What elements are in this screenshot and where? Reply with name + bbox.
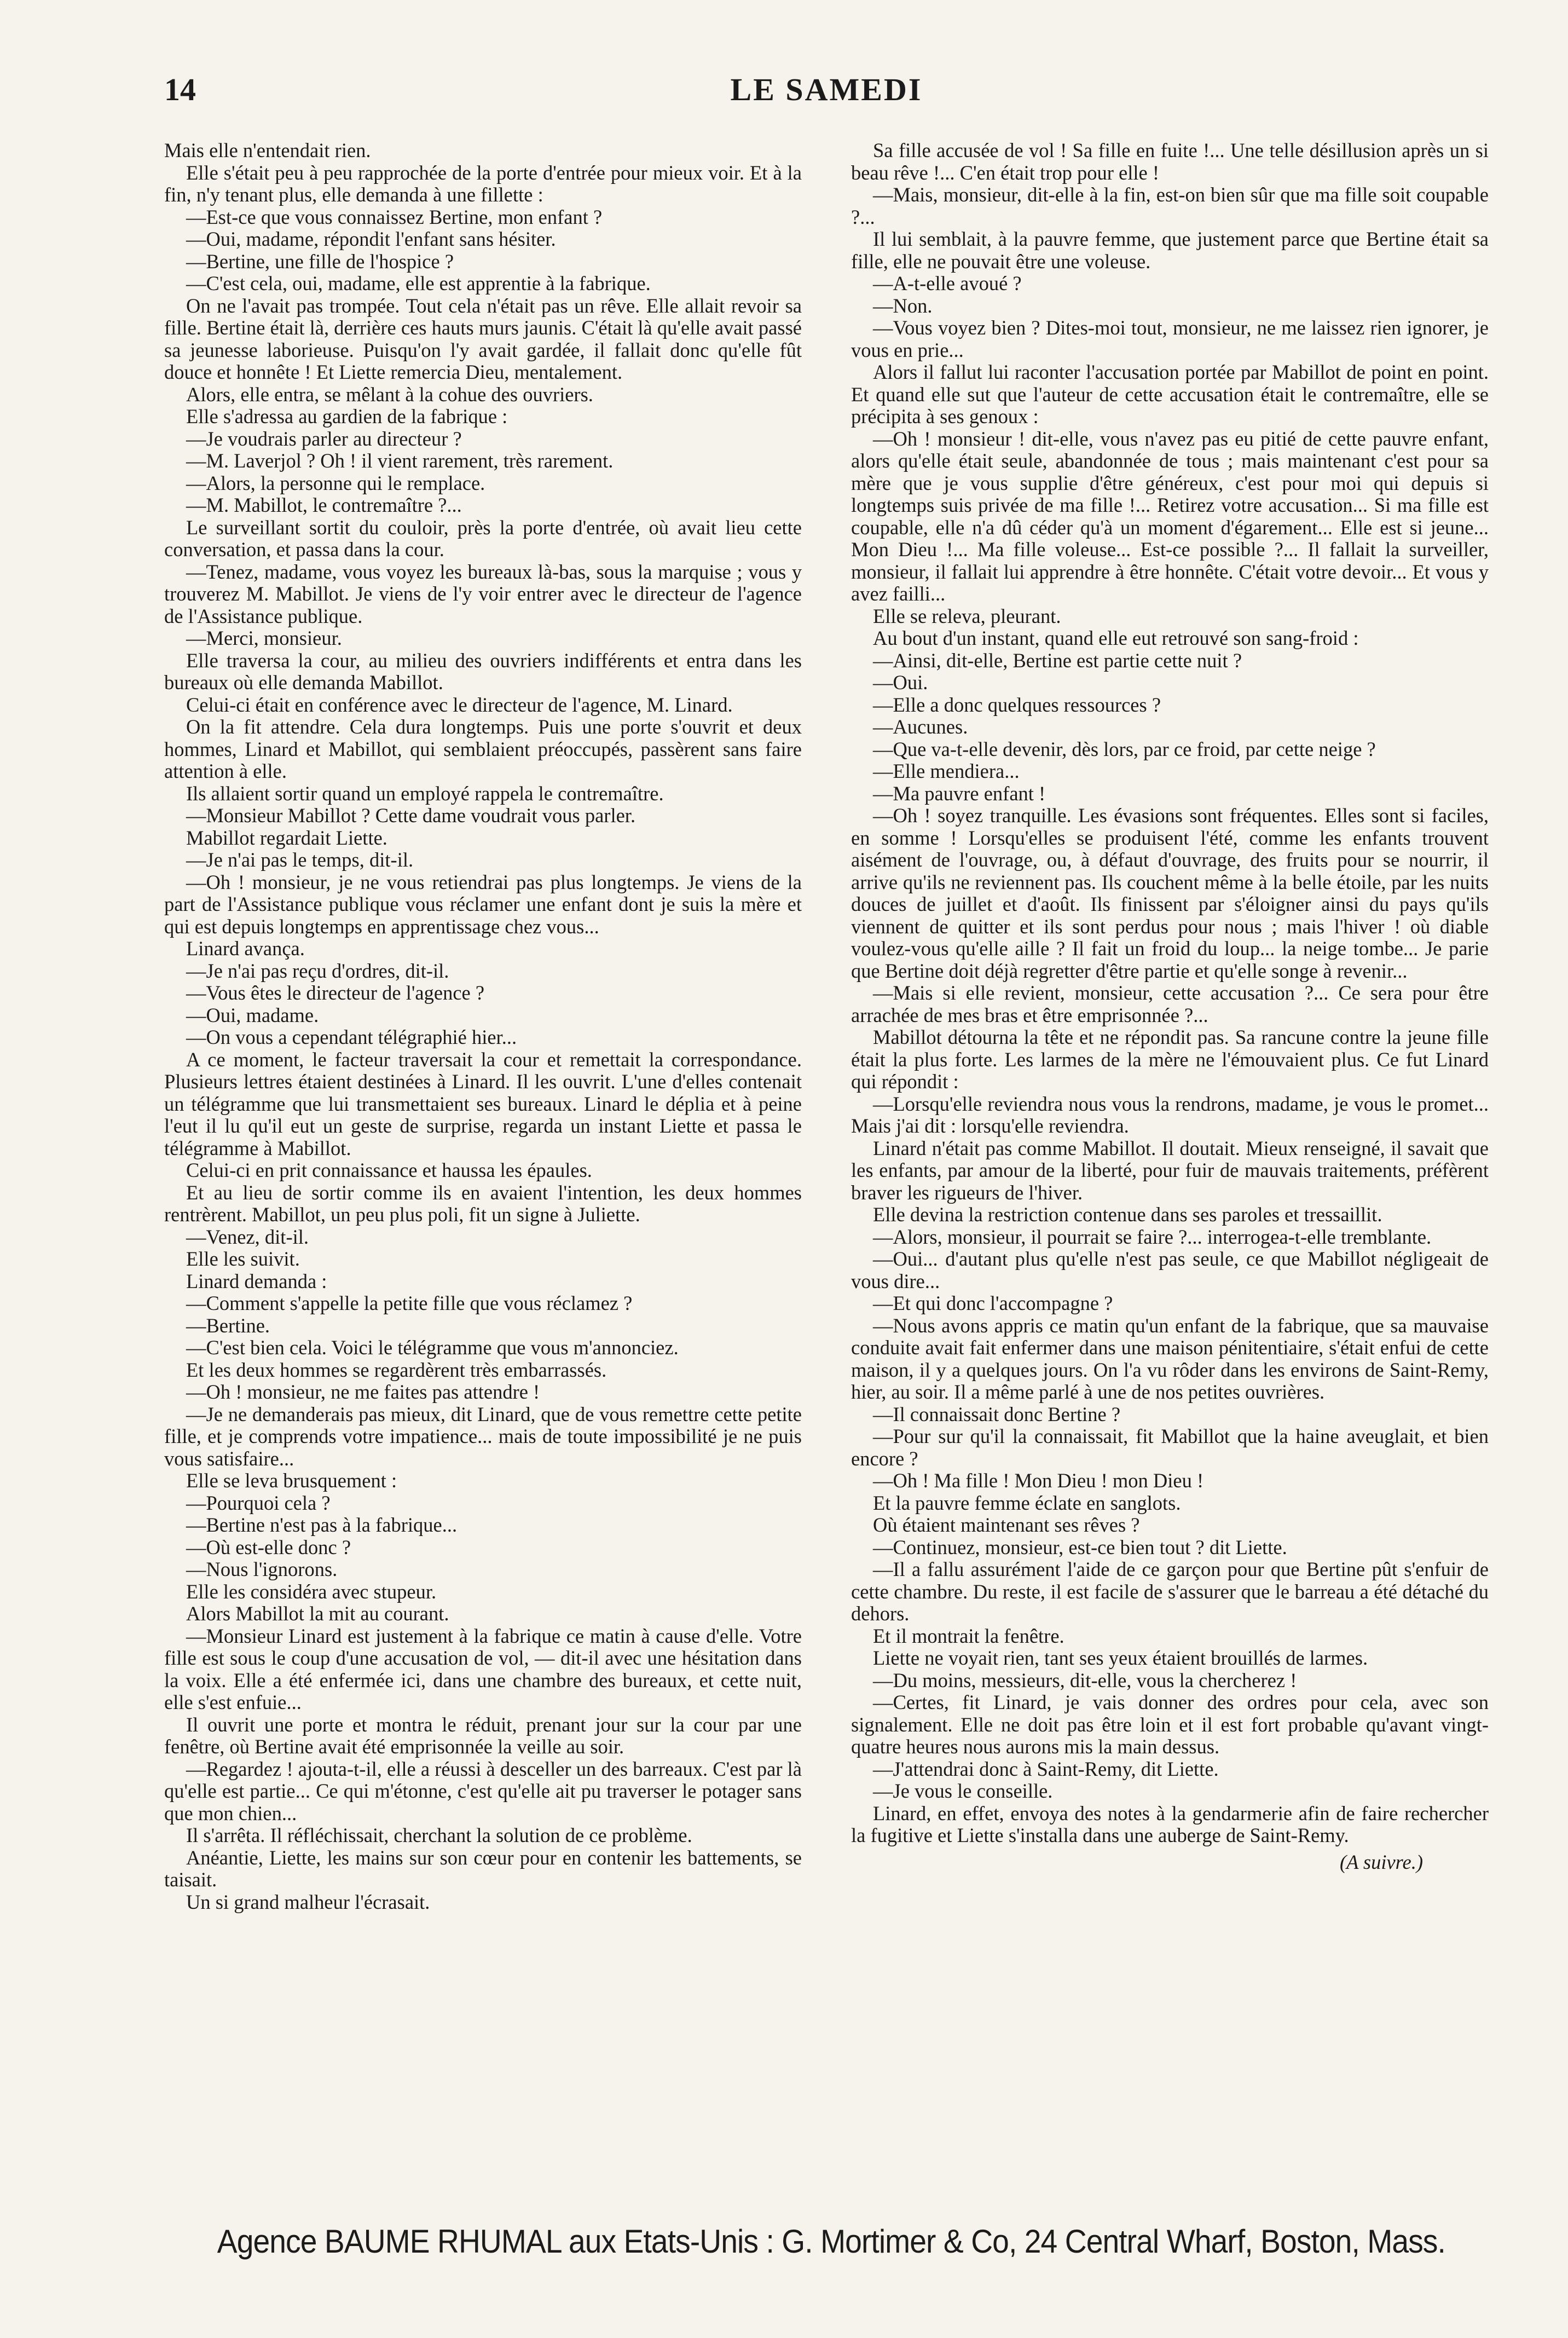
paragraph: Celui-ci en prit connaissance et haussa les épaules. <box>186 1159 592 1181</box>
paragraph: —Est-ce que vous connaissez Bertine, mon enfant ? <box>186 205 603 228</box>
paragraph: Alors Mabillot la mit au courant. <box>186 1602 449 1625</box>
paragraph: —Oui, madame. <box>186 1003 319 1026</box>
paragraph: —Merci, monsieur. <box>186 627 342 649</box>
paragraph: —Vous voyez bien ? Dites-moi tout, monsieur, ne me laissez rien ignorer, je vous en prie... <box>851 316 1489 361</box>
paragraph: —Pour sur qu'il la connaissait, fit Mabillot que la haine aveuglait, et bien encore ? <box>851 1425 1489 1470</box>
paragraph: —Oui. <box>873 671 928 694</box>
paragraph: —Venez, dit-il. <box>186 1225 309 1248</box>
paragraph: —Pourquoi cela ? <box>186 1491 331 1514</box>
paragraph: Elle les suivit. <box>186 1248 300 1270</box>
paragraph: Elle devina la restriction contenue dans ses paroles et tressaillit. <box>873 1203 1382 1226</box>
paragraph: —C'est cela, oui, madame, elle est apprentie à la fabrique. <box>186 272 651 295</box>
page-header <box>164 71 1489 126</box>
paragraph: Sa fille accusée de vol ! Sa fille en fuite !... Une telle désillusion après un si beau rêve !... C'en était trop pour elle ! <box>851 140 1489 184</box>
paragraph: Elle s'adressa au gardien de la fabrique : <box>186 405 508 428</box>
page-number: 14 <box>164 72 196 107</box>
paragraph: —Je vous le conseille. <box>873 1780 1053 1802</box>
paragraph: Et il montrait la fenêtre. <box>873 1624 1064 1647</box>
paragraph: —Bertine. <box>186 1314 270 1337</box>
paragraph: —Oh ! soyez tranquille. Les évasions sont fréquentes. Elles sont si faciles, en somme ! Lorsqu'elles se produisent l'été, comme les enfants trouvent aisément de l'ouvrage, ou, à défaut d'ouvrage, des fruits pour se nourrir, il arrive qu'ils ne reviennent pas. Ils couchent même à la belle étoile, par les nuits douces de juillet et d'août. Ils finissent par s'éloigner ainsi du pays qu'ils viennent de quitter et ils sont perdus pour nous ; mais l'hiver ! où diable voulez-vous qu'elle aille ? Il fait un froid du loup... la neige tombe... Je parie que Bertine doit déjà regretter d'être partie et qu'elle songe à revenir... <box>851 804 1489 982</box>
paragraph: —On vous a cependant télégraphié hier... <box>186 1026 517 1048</box>
paragraph: Elle s'était peu à peu rapprochée de la porte d'entrée pour mieux voir. Et à la fin, n'y tenant plus, elle demanda à une fillette : <box>164 161 802 206</box>
paragraph: On la fit attendre. Cela dura longtemps. Puis une porte s'ouvrit et deux hommes, Linard et Mabillot, qui semblaient préoccupés, passèrent sans faire attention à elle. <box>164 715 802 782</box>
paragraph: —Comment s'appelle la petite fille que vous réclamez ? <box>186 1292 633 1314</box>
paragraph: —Ma pauvre enfant ! <box>873 782 1046 805</box>
paragraph: —Bertine, une fille de l'hospice ? <box>186 250 454 273</box>
paragraph: —Oh ! monsieur ! dit-elle, vous n'avez pas eu pitié de cette pauvre enfant, alors qu'elle était seule, abandonnée de tous ; mais maintenant c'est pour sa mère que je vous supplie d'être généreux, c'est pour moi qui depuis si longtemps suis privée de ma fille !... Retirez votre accusation... Si ma fille est coupable, elle n'a dû céder qu'à un moment d'égarement... Elle est si jeune... Mon Dieu !... Ma fille voleuse... Est-ce possible ?... Il fallait la surveiller, monsieur, il fallait lui apprendre à être honnête. C'était votre devoir... Et vous y avez failli... <box>851 427 1489 605</box>
paragraph: —Du moins, messieurs, dit-elle, vous la chercherez ! <box>873 1669 1297 1692</box>
paragraph: —Non. <box>873 294 933 317</box>
paragraph: Elle se releva, pleurant. <box>873 604 1061 627</box>
paragraph: Où étaient maintenant ses rêves ? <box>873 1514 1140 1536</box>
paragraph: —Je voudrais parler au directeur ? <box>186 427 462 450</box>
paragraph: Elle se leva brusquement : <box>186 1469 397 1492</box>
article-body <box>164 140 1489 2192</box>
column-left <box>164 140 802 2192</box>
paragraph: —Oui... d'autant plus qu'elle n'est pas seule, ce que Mabillot négligeait de vous dire... <box>851 1248 1489 1292</box>
to-be-continued: (A suivre.) <box>1339 1850 1423 1873</box>
paragraph: Ils allaient sortir quand un employé rappela le contremaître. <box>186 782 664 805</box>
paragraph: —Que va-t-elle devenir, dès lors, par ce froid, par cette neige ? <box>873 737 1376 760</box>
paragraph: Elle traversa la cour, au milieu des ouvriers indifférents et entra dans les bureaux où elle demanda Mabillot. <box>164 649 802 694</box>
paragraph: —Aucunes. <box>873 715 968 738</box>
paragraph: —J'attendrai donc à Saint-Remy, dit Liette. <box>873 1757 1219 1780</box>
paragraph: —Certes, fit Linard, je vais donner des ordres pour cela, avec son signalement. Elle ne doit pas être loin et il est fort probable qu'avant vingt-quatre heures nous aurons mis la main dessus. <box>851 1691 1489 1758</box>
paragraph: —Lorsqu'elle reviendra nous vous la rendrons, madame, je vous le promet... Mais j'ai dit : lorsqu'elle reviendra. <box>851 1092 1489 1137</box>
paragraph: —Continuez, monsieur, est-ce bien tout ? dit Liette. <box>873 1535 1287 1558</box>
paragraph: Un si grand malheur l'écrasait. <box>186 1890 430 1913</box>
paragraph: Liette ne voyait rien, tant ses yeux étaient brouillés de larmes. <box>873 1647 1368 1669</box>
paragraph: Et les deux hommes se regardèrent très embarrassés. <box>186 1358 607 1381</box>
paragraph: —Où est-elle donc ? <box>186 1535 351 1558</box>
paragraph: —Oh ! monsieur, ne me faites pas attendre ! <box>186 1381 540 1403</box>
paragraph: —Regardez ! ajouta-t-il, elle a réussi à desceller un des barreaux. C'est par là qu'elle est partie... Ce qui m'étonne, c'est qu'elle ait pu traverser le potager sans que mon chien... <box>164 1757 802 1825</box>
paragraph: Linard, en effet, envoya des notes à la gendarmerie afin de faire rechercher la fugitive et Liette s'installa dans une auberge de Saint-Remy. <box>851 1802 1489 1846</box>
paragraph: —C'est bien cela. Voici le télégramme que vous m'annonciez. <box>186 1336 679 1359</box>
paragraph: —Oh ! monsieur, je ne vous retiendrai pas plus longtemps. Je viens de la part de l'Assistance publique vous réclamer une enfant dont je suis la mère et qui est depuis longtemps en apprentissage chez vous... <box>164 870 802 938</box>
paragraph: Au bout d'un instant, quand elle eut retrouvé son sang-froid : <box>873 627 1359 649</box>
paragraph: Mabillot détourna la tête et ne répondit pas. Sa rancune contre la jeune fille était la plus forte. Les larmes de la mère ne l'émouvaient plus. Ce fut Linard qui répondit : <box>851 1026 1489 1093</box>
paragraph: Il ouvrit une porte et montra le réduit, prenant jour sur la cour par une fenêtre, où Bertine avait été emprisonnée la veille au soir. <box>164 1713 802 1758</box>
paragraph: Mabillot regardait Liette. <box>186 826 387 849</box>
paragraph: —Il a fallu assurément l'aide de ce garçon pour que Bertine pût s'enfuir de cette chambre. Du reste, il est facile de s'assurer que le barreau a été détaché du dehors. <box>851 1558 1489 1625</box>
paragraph: Alors, elle entra, se mêlant à la cohue des ouvriers. <box>186 383 593 406</box>
paragraph: —M. Laverjol ? Oh ! il vient rarement, très rarement. <box>186 449 614 472</box>
paragraph: Elle les considéra avec stupeur. <box>186 1580 437 1603</box>
paragraph: —Bertine n'est pas à la fabrique... <box>186 1514 458 1536</box>
paragraph: —Ainsi, dit-elle, Bertine est partie cette nuit ? <box>873 649 1242 672</box>
paragraph: —Je ne demanderais pas mieux, dit Linard, que de vous remettre cette petite fille, et je comprends votre impatience... mais de toute impossibilité je ne puis vous satisfaire... <box>164 1402 802 1470</box>
advertisement: Agence BAUME RHUMAL aux Etats-Unis : G. Mortimer & Co, 24 Central Wharf, Boston, Mass. <box>217 2223 1445 2260</box>
paragraph: —Je n'ai pas reçu d'ordres, dit-il. <box>186 959 449 982</box>
paragraph: Il s'arrêta. Il réfléchissait, cherchant la solution de ce problème. <box>186 1824 692 1846</box>
paragraph: A ce moment, le facteur traversait la cour et remettait la correspondance. Plusieurs lettres étaient destinées à Linard. Il les ouvrit. L'une d'elles contenait un télégramme que lui transmettaient ses bureaux. Linard le déplia et à peine l'eut il lu qu'il eut un geste de surprise, regarda un instant Liette et passa le télégramme à Mabillot. <box>164 1048 802 1159</box>
paragraph: —Il connaissait donc Bertine ? <box>873 1402 1121 1425</box>
paragraph: Linard n'était pas comme Mabillot. Il doutait. Mieux renseigné, il savait que les enfants, par amour de la liberté, pour fuir de mauvais traitements, préfèrent braver les rigueurs de l'hiver. <box>851 1136 1489 1204</box>
paragraph: —Oh ! Ma fille ! Mon Dieu ! mon Dieu ! <box>873 1469 1204 1492</box>
paragraph: —Vous êtes le directeur de l'agence ? <box>186 982 485 1004</box>
paragraph: —Oui, madame, répondit l'enfant sans hésiter. <box>186 228 556 250</box>
paragraph: Linard demanda : <box>186 1269 327 1292</box>
column-right <box>851 140 1489 2192</box>
paragraph: —Elle mendiera... <box>873 760 1020 782</box>
paragraph: —Alors, la personne qui le remplace. <box>186 471 485 494</box>
paragraph: Mais elle n'entendait rien. <box>164 140 371 161</box>
paragraph: —Mais, monsieur, dit-elle à la fin, est-on bien sûr que ma fille soit coupable ?... <box>851 183 1489 228</box>
paragraph: —Nous avons appris ce matin qu'un enfant de la fabrique, que sa mauvaise conduite avait fait enfermer dans une maison pénitentiaire, s'était enfui de cette maison, il y a quelques jours. On l'a vu rôder dans les environs de Saint-Remy, hier, au soir. Il a même parlé à une de nos petites ouvrières. <box>851 1314 1489 1403</box>
paragraph: Et la pauvre femme éclate en sanglots. <box>873 1491 1181 1514</box>
journal-title: LE SAMEDI <box>730 72 923 107</box>
paragraph: Et au lieu de sortir comme ils en avaient l'intention, les deux hommes rentrèrent. Mabillot, un peu plus poli, fit un signe à Juliette. <box>164 1181 802 1226</box>
paragraph: —M. Mabillot, le contremaître ?... <box>186 494 462 516</box>
paragraph: —Monsieur Linard est justement à la fabrique ce matin à cause d'elle. Votre fille est sous le coup d'une accusation de vol, — dit-il avec une hésitation dans la voix. Elle a été enfermée ici, dans une chambre des bureaux, et cette nuit, elle s'est enfuie... <box>164 1624 802 1713</box>
paragraph: Linard avança. <box>186 937 305 960</box>
paragraph: —Elle a donc quelques ressources ? <box>873 693 1161 716</box>
paragraph: Le surveillant sortit du couloir, près la porte d'entrée, où avait lieu cette conversation, et passa dans la cour. <box>164 516 802 561</box>
paragraph: —Tenez, madame, vous voyez les bureaux là-bas, sous la marquise ; vous y trouverez M. Mabillot. Je viens de l'y voir entrer avec le directeur de l'agence de l'Assistance publique. <box>164 560 802 627</box>
paragraph: —Mais si elle revient, monsieur, cette accusation ?... Ce sera pour être arrachée de mes bras et être emprisonnée ?... <box>851 982 1489 1026</box>
paragraph: On ne l'avait pas trompée. Tout cela n'était pas un rêve. Elle allait revoir sa fille. Bertine était là, derrière ces hauts murs jaunis. C'était là qu'elle avait passé sa jeunesse laborieuse. Puisqu'on l'y avait gardée, il fallait donc qu'elle fût douce et honnête ! Et Liette remercia Dieu, mentalement. <box>164 294 802 383</box>
paragraph: —Et qui donc l'accompagne ? <box>873 1292 1113 1314</box>
paragraph: —Nous l'ignorons. <box>186 1558 338 1580</box>
paragraph: Anéantie, Liette, les mains sur son cœur pour en contenir les battements, se taisait. <box>164 1846 802 1891</box>
paragraph: —Monsieur Mabillot ? Cette dame voudrait vous parler. <box>186 804 636 827</box>
paragraph: —Alors, monsieur, il pourrait se faire ?... interrogea-t-elle tremblante. <box>873 1225 1432 1248</box>
paragraph: —Je n'ai pas le temps, dit-il. <box>186 848 414 871</box>
paragraph: Alors il fallut lui raconter l'accusation portée par Mabillot de point en point. Et quand elle sut que l'auteur de cette accusation était le contremaître, elle se précipita à ses genoux : <box>851 361 1489 428</box>
paragraph: Il lui semblait, à la pauvre femme, que justement parce que Bertine était sa fille, elle ne pouvait être une voleuse. <box>851 228 1489 273</box>
paragraph: Celui-ci était en conférence avec le directeur de l'agence, M. Linard. <box>186 693 733 716</box>
paragraph: —A-t-elle avoué ? <box>873 272 1022 295</box>
